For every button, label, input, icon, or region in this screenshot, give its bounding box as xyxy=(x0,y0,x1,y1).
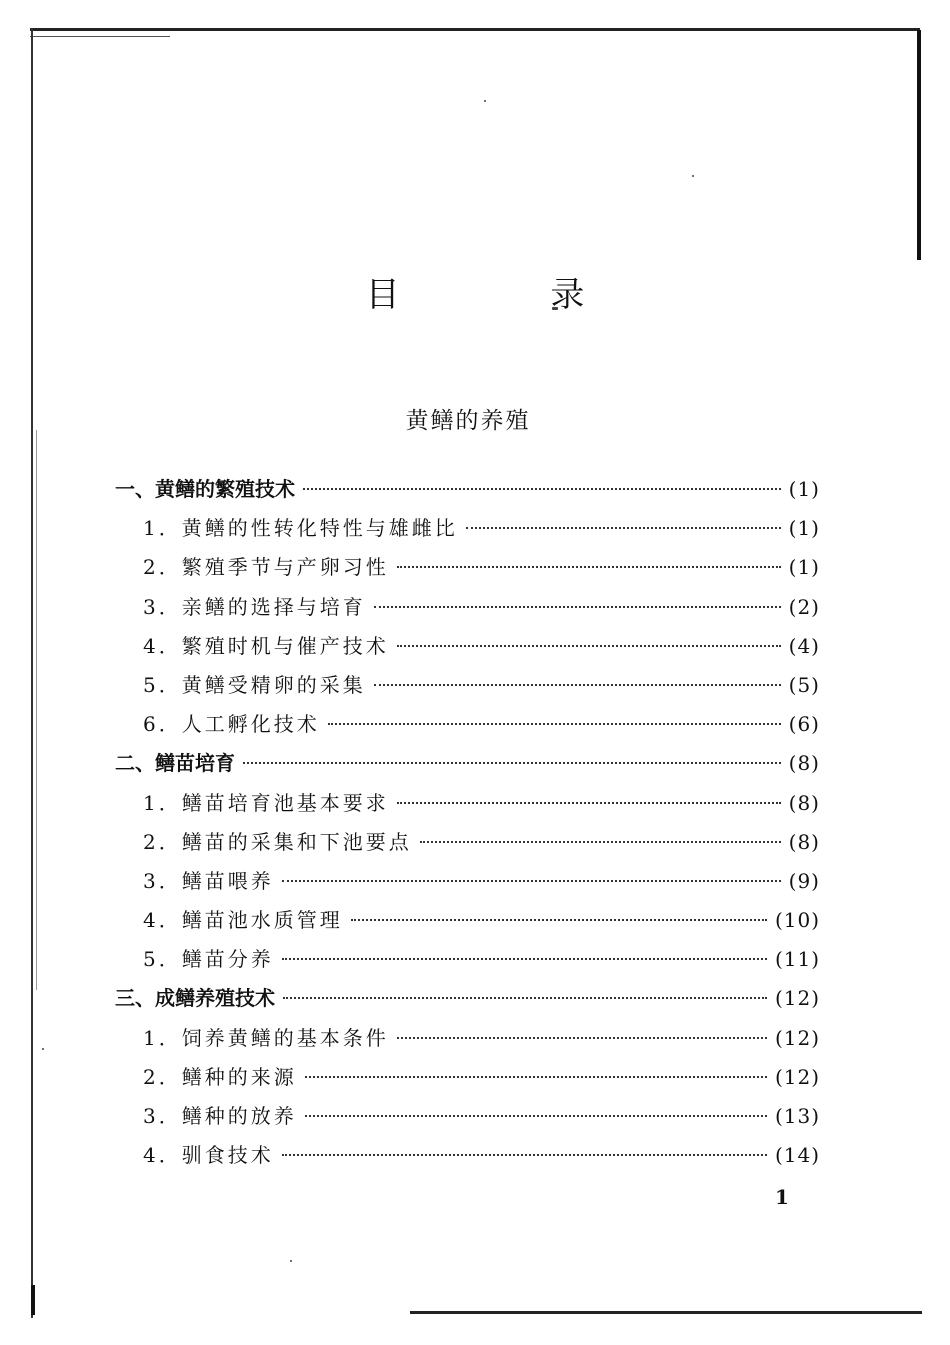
toc-dot-leader xyxy=(374,606,781,608)
toc-dot-leader xyxy=(397,1037,767,1039)
toc-entry-label: 4．驯食技术 xyxy=(143,1143,274,1168)
toc-entry-label: 1．鳝苗培育池基本要求 xyxy=(143,790,389,815)
scan-edge-left xyxy=(31,28,33,1318)
toc-dot-leader xyxy=(397,645,781,647)
scan-speck xyxy=(484,100,486,102)
toc-dot-leader xyxy=(397,566,781,568)
toc-dot-leader xyxy=(282,958,767,960)
toc-entry-label: 5．黄鳝受精卵的采集 xyxy=(143,672,366,697)
scan-speck xyxy=(290,1260,292,1262)
toc-entry xyxy=(115,1136,820,1175)
scan-speck xyxy=(42,1048,44,1050)
toc-dot-leader xyxy=(466,527,781,529)
toc-entry xyxy=(115,784,820,823)
toc-entry-label: 三、成鳝养殖技术 xyxy=(115,986,275,1011)
toc-entry-page: (6) xyxy=(788,712,820,737)
toc-entry xyxy=(115,823,820,862)
toc-entry-label: 一、黄鳝的繁殖技术 xyxy=(115,477,295,501)
toc-entry-page: (8) xyxy=(788,790,820,815)
page-title: 目 录 xyxy=(365,274,655,315)
page-number: 1 xyxy=(775,1185,789,1209)
toc-entry-page: (1) xyxy=(788,477,820,501)
toc-entry-page: (11) xyxy=(774,947,820,972)
toc-entry xyxy=(115,509,820,548)
scan-edge-top xyxy=(30,28,920,31)
toc-entry xyxy=(115,940,820,979)
toc-dot-leader xyxy=(282,880,781,882)
toc-entry-page: (4) xyxy=(788,633,820,658)
toc-entry-label: 4．鳝苗池水质管理 xyxy=(143,908,343,933)
toc-dot-leader xyxy=(328,723,781,725)
toc-entry-label: 6．人工孵化技术 xyxy=(143,712,320,737)
toc-entry xyxy=(115,901,820,940)
toc-dot-leader xyxy=(305,1115,767,1117)
toc-section-entry xyxy=(115,470,820,509)
toc-dot-leader xyxy=(374,684,781,686)
toc-dot-leader xyxy=(351,919,767,921)
scan-edge-right xyxy=(917,30,921,260)
toc-entry-page: (13) xyxy=(774,1104,820,1128)
toc-section-entry xyxy=(115,744,820,783)
toc-entry xyxy=(115,666,820,705)
toc-dot-leader xyxy=(305,1076,767,1078)
scan-edge-bottom xyxy=(410,1311,922,1314)
toc-dot-leader xyxy=(303,488,781,490)
toc-entry-label: 1．黄鳝的性转化特性与雄雌比 xyxy=(143,516,458,541)
toc-entry xyxy=(115,1058,820,1097)
toc-entry-page: (10) xyxy=(774,908,820,933)
toc-entry-page: (12) xyxy=(774,986,820,1011)
scan-edge-bottom-left xyxy=(31,1285,35,1315)
book-subtitle: 黄鳝的养殖 xyxy=(405,408,531,434)
toc-entry-label: 二、鳝苗培育 xyxy=(115,751,235,776)
toc-entry xyxy=(115,627,820,666)
toc-entry-page: (2) xyxy=(788,594,820,619)
toc-dot-leader xyxy=(283,997,767,999)
toc-entry-label: 2．鳝种的来源 xyxy=(143,1064,297,1089)
toc-entry xyxy=(115,1019,820,1058)
toc-entry-label: 3．鳝种的放养 xyxy=(143,1104,297,1128)
toc-entry xyxy=(115,1097,820,1136)
toc-entry-page: (5) xyxy=(788,672,820,697)
toc-entry xyxy=(115,588,820,627)
toc-dot-leader xyxy=(397,802,781,804)
toc-entry-page: (12) xyxy=(774,1064,820,1089)
toc-entry-page: (14) xyxy=(774,1143,820,1168)
toc-dot-leader xyxy=(243,762,781,764)
toc-entry-page: (8) xyxy=(788,829,820,854)
toc-entry xyxy=(115,548,820,587)
toc-entry-label: 3．亲鳝的选择与培育 xyxy=(143,594,366,619)
table-of-contents xyxy=(115,470,820,1175)
toc-entry-page: (9) xyxy=(788,868,820,893)
scan-edge-top-line xyxy=(30,36,170,37)
toc-entry-label: 2．鳝苗的采集和下池要点 xyxy=(143,829,412,854)
toc-entry-page: (8) xyxy=(788,751,820,776)
toc-entry-label: 2．繁殖季节与产卵习性 xyxy=(143,555,389,580)
toc-entry xyxy=(115,862,820,901)
toc-dot-leader xyxy=(282,1154,767,1156)
toc-entry-label: 5．鳝苗分养 xyxy=(143,947,274,972)
scan-edge-left-fragment xyxy=(36,430,37,990)
toc-dot-leader xyxy=(420,841,781,843)
toc-entry-label: 4．繁殖时机与催产技术 xyxy=(143,633,389,658)
toc-entry-label: 3．鳝苗喂养 xyxy=(143,868,274,893)
toc-entry-page: (12) xyxy=(774,1025,820,1050)
toc-entry-page: (1) xyxy=(788,555,820,580)
toc-section-entry xyxy=(115,979,820,1018)
scan-speck xyxy=(692,175,694,177)
toc-entry-label: 1．饲养黄鳝的基本条件 xyxy=(143,1025,389,1050)
toc-entry-page: (1) xyxy=(788,516,820,541)
toc-entry xyxy=(115,705,820,744)
